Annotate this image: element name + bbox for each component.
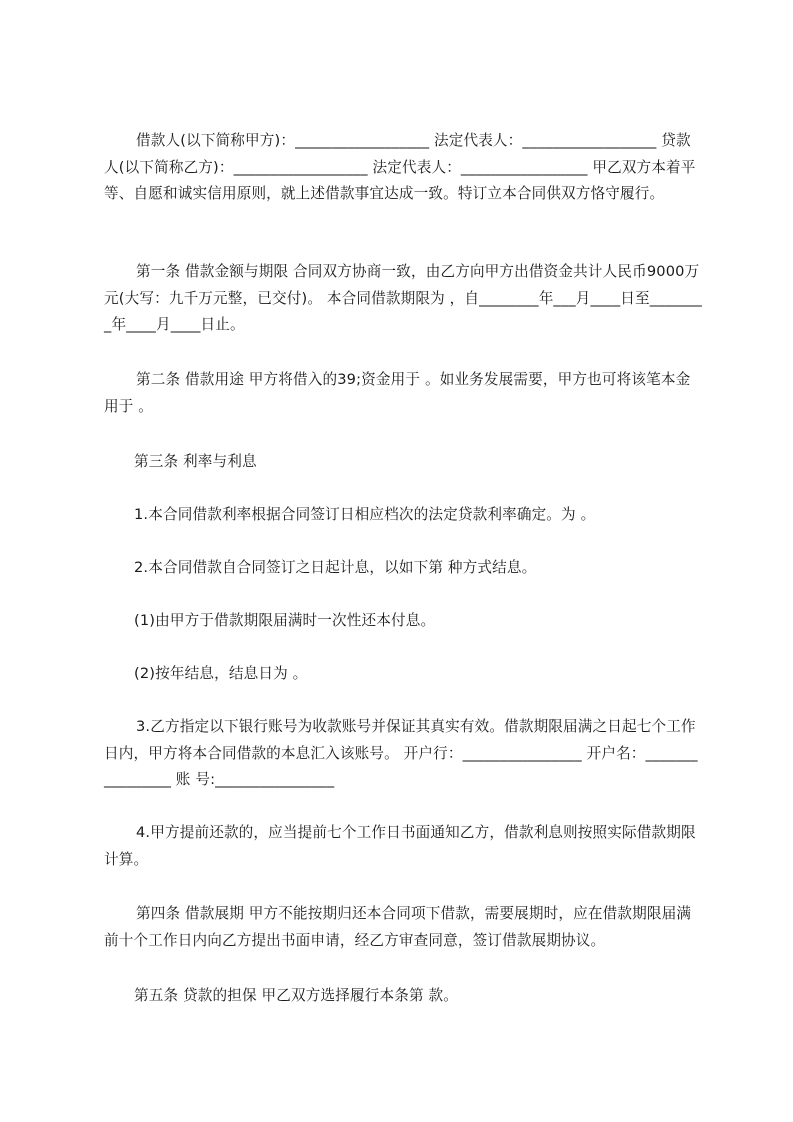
paragraph-option-1: (1)由甲方于借款期限届满时一次性还本付息。 <box>134 612 436 629</box>
paragraph-article-5-guarantee: 第五条 贷款的担保 甲乙双方选择履行本条第 款。 <box>134 987 458 1004</box>
heading-article-3-interest: 第三条 利率与利息 <box>134 453 257 470</box>
paragraph-article-4-extension: 第四条 借款展期 甲方不能按期归还本合同项下借款，需要展期时，应在借款期限届满前十个工作日内向乙方提出书面申请，经乙方审查同意，签订借款展期协议。 <box>104 905 692 949</box>
paragraph-article-2-purpose: 第二条 借款用途 甲方将借入的39;资金用于 。如业务发展需要，甲方也可将该笔本金用于 。 <box>104 371 691 415</box>
paragraph-option-2: (2)按年结息，结息日为 。 <box>134 665 308 682</box>
paragraph-article-1-amount-term: 第一条 借款金额与期限 合同双方协商一致，由乙方向甲方出借资金共计人民币9000万 元(大写：九千万元整，已交付)。 本合同借款期限为 ，自________年___月____日至________年____月____日止。 <box>104 263 702 333</box>
paragraph-interest-method: 2.本合同借款自合同签订之日起计息，以如下第 种方式结息。 <box>134 559 537 576</box>
paragraph-interest-rate: 1.本合同借款利率根据合同签订日相应档次的法定贷款利率确定。为 。 <box>134 506 596 523</box>
paragraph-parties: 借款人(以下简称甲方)：__________________ 法定代表人：__________________ 贷款人(以下简称乙方)：__________________ 法定代表人：_________________ 甲乙双方本着平等、自愿和诚实信用原则，就上述借款事宜达成一致。特订立本合同供双方恪守履行。 <box>104 132 696 202</box>
paragraph-early-repayment: 4.甲方提前还款的，应当提前七个工作日书面通知乙方，借款利息则按照实际借款期限计算。 <box>104 824 696 868</box>
paragraph-bank-account: 3.乙方指定以下银行账号为收款账号并保证其真实有效。借款期限届满之日起七个工作日内，甲方将本合同借款的本息汇入该账号。 开户行：________________ 开户名：________________ 账 号:________________ <box>104 718 698 788</box>
